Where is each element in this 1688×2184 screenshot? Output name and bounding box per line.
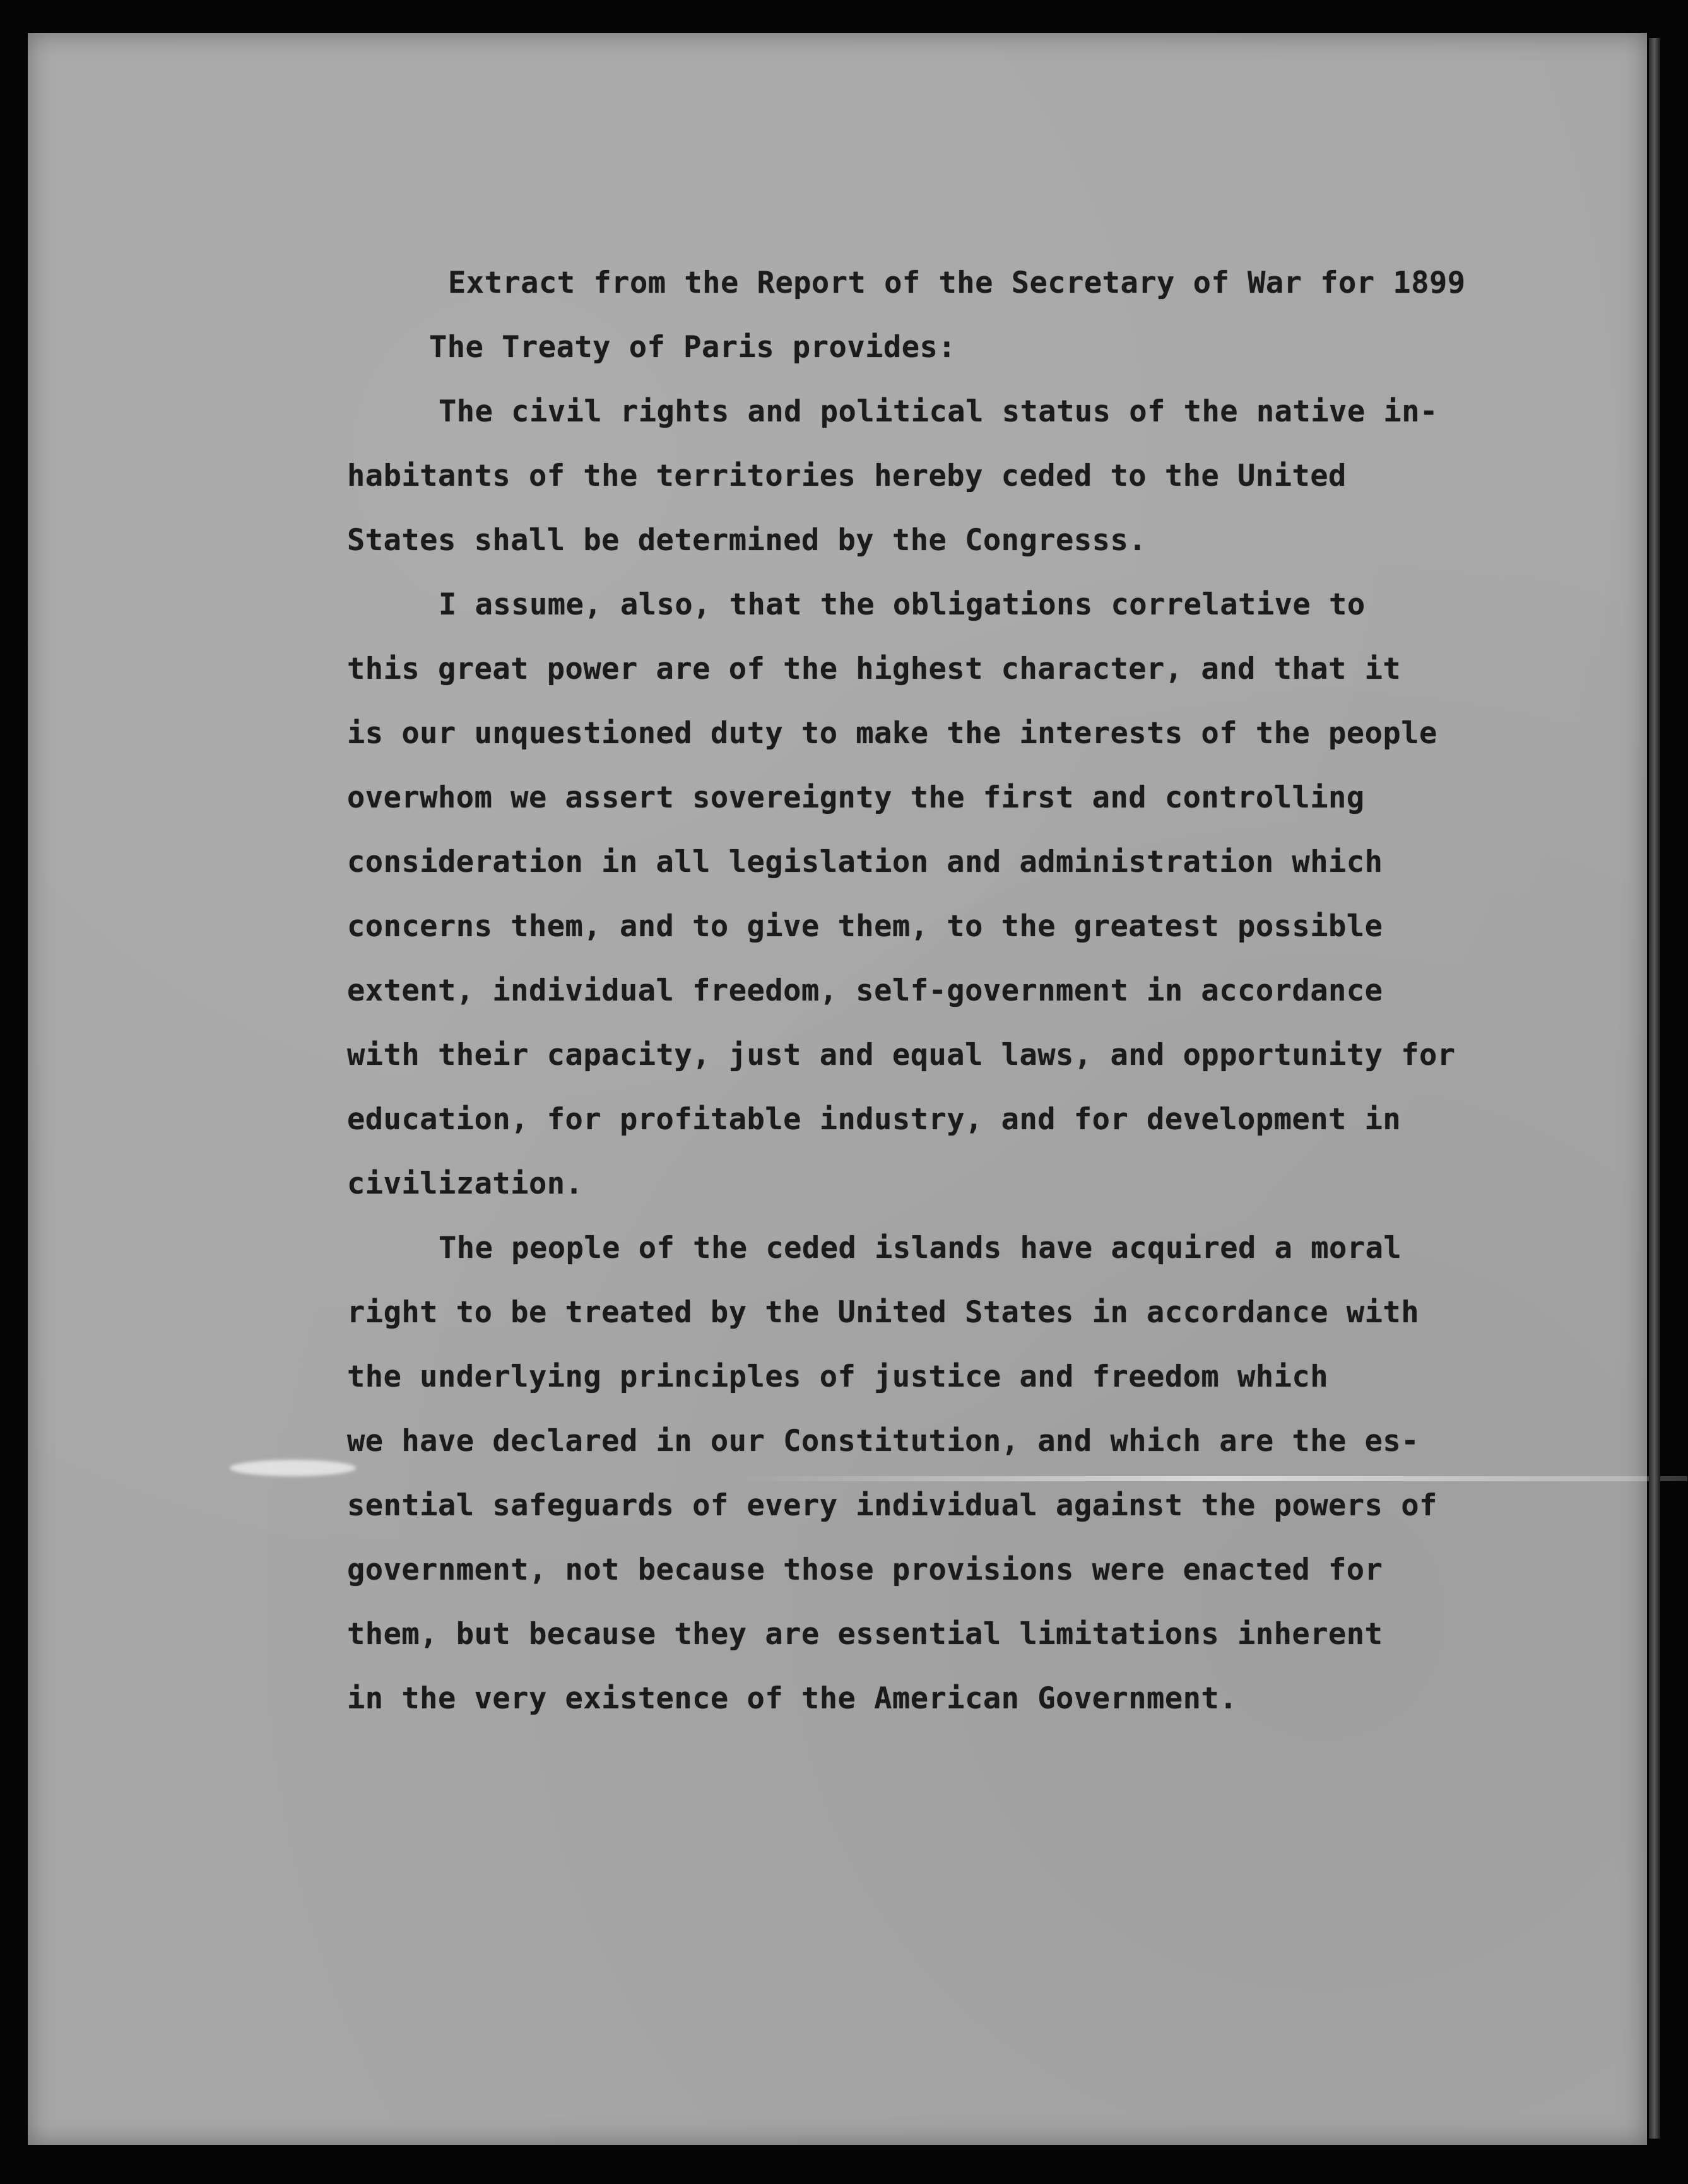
text-line: extent, individual freedom, self-government in accordance <box>347 973 1383 1008</box>
text-line: the underlying principles of justice and freedom which <box>347 1359 1329 1394</box>
text-line: in the very existence of the American Government. <box>347 1681 1238 1716</box>
text-line: sential safeguards of every individual against the powers of <box>347 1488 1437 1523</box>
text-line: this great power are of the highest character, and that it <box>347 652 1402 686</box>
text-line: habitants of the territories hereby ceded to the United <box>347 459 1347 493</box>
text-line: The civil rights and political status of the native in- <box>439 394 1438 429</box>
text-line: overwhom we assert sovereignty the first and controlling <box>347 780 1365 815</box>
text-line: them, but because they are essential limitations inherent <box>347 1617 1383 1652</box>
text-line: consideration in all legislation and administration which <box>347 845 1383 879</box>
text-line: civilization. <box>347 1166 584 1201</box>
text-line: right to be treated by the United States in accordance with <box>347 1295 1419 1330</box>
text-line: concerns them, and to give them, to the greatest possible <box>347 909 1383 944</box>
text-line: with their capacity, just and equal laws, and opportunity for <box>347 1038 1456 1072</box>
text-line: we have declared in our Constitution, and which are the es- <box>347 1424 1419 1459</box>
intro-line: The Treaty of Paris provides: <box>429 330 957 365</box>
document-text <box>316 251 1552 1731</box>
document-title: Extract from the Report of the Secretary of War for 1899 <box>448 266 1466 300</box>
text-line: government, not because those provisions were enacted for <box>347 1553 1383 1587</box>
text-line: States shall be determined by the Congresss. <box>347 523 1147 558</box>
page-edge <box>1649 38 1660 2139</box>
text-line: The people of the ceded islands have acquired a moral <box>439 1231 1402 1265</box>
text-line: education, for profitable industry, and for development in <box>347 1102 1402 1137</box>
text-line: I assume, also, that the obligations correlative to <box>439 587 1366 622</box>
text-line: is our unquestioned duty to make the interests of the people <box>347 716 1437 751</box>
